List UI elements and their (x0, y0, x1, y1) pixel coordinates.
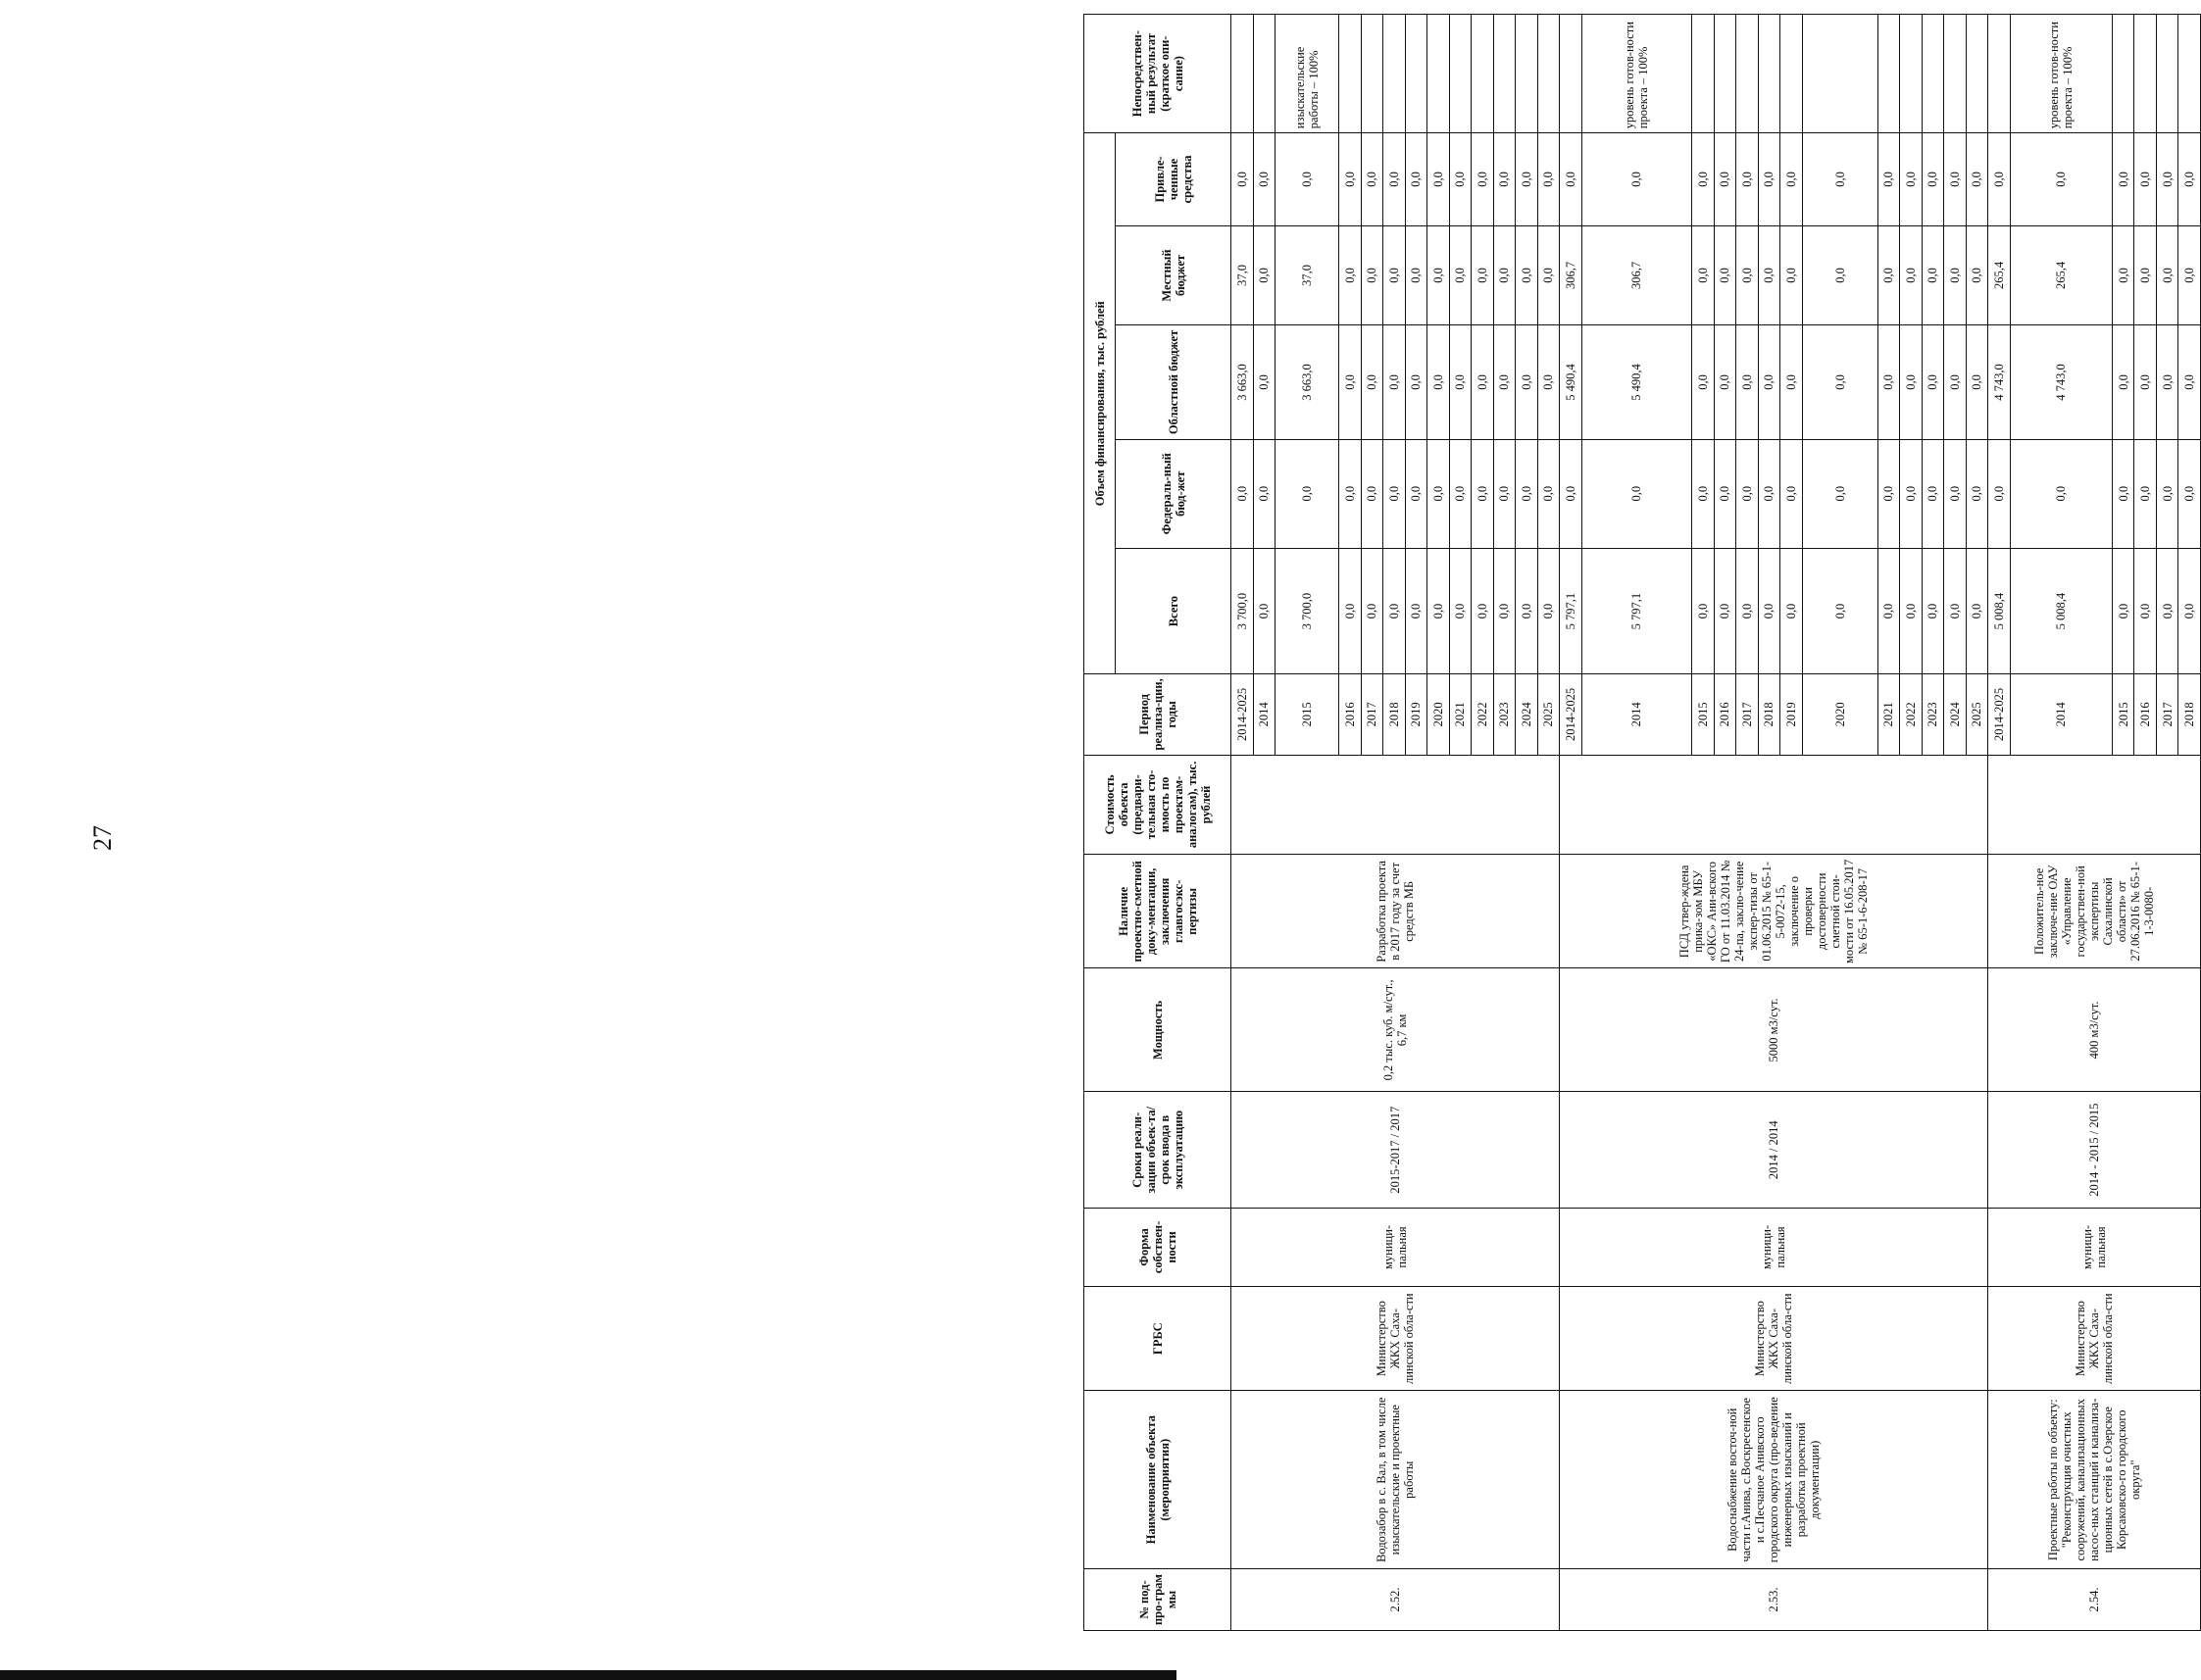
regional-cell: 0,0 (2178, 325, 2201, 439)
federal-cell: 0,0 (1922, 439, 1944, 548)
attracted-cell: 0,0 (1276, 133, 1339, 225)
federal-cell: 0,0 (1802, 439, 1877, 548)
result-cell (1944, 15, 1967, 133)
attracted-cell: 0,0 (1581, 133, 1692, 225)
period-cell: 2014 (2010, 674, 2112, 755)
attracted-cell: 0,0 (1339, 133, 1362, 225)
result-cell (1922, 15, 1944, 133)
local-cell: 0,0 (1692, 225, 1715, 325)
project-ownership: муници-пальная (1231, 1209, 1560, 1287)
project-ownership: муници-пальная (1988, 1209, 2201, 1287)
period-cell: 2021 (1449, 674, 1472, 755)
local-cell: 265,4 (2010, 225, 2112, 325)
period-cell: 2017 (1361, 674, 1383, 755)
period-cell: 2016 (1714, 674, 1736, 755)
local-cell: 0,0 (1714, 225, 1736, 325)
header-attracted: Привле-ченные средства (1116, 133, 1231, 225)
result-cell (1900, 15, 1923, 133)
attracted-cell: 0,0 (1922, 133, 1944, 225)
header-regional: Областной бюджет (1116, 325, 1231, 439)
total-cell: 0,0 (1405, 548, 1427, 673)
project-cost (1560, 755, 1988, 855)
project-name: Проектные работы по объекту: "Реконструкция очистных сооружений, канализационных насос-ных станций и канализа-ционных сетей в с.Озерское Корсаковско-го городского округа" (1988, 1391, 2201, 1569)
result-cell (1560, 15, 1582, 133)
period-cell: 2014-2025 (1231, 674, 1254, 755)
local-cell: 0,0 (1758, 225, 1780, 325)
regional-cell: 0,0 (1383, 325, 1406, 439)
local-cell: 0,0 (1339, 225, 1362, 325)
regional-cell: 0,0 (1758, 325, 1780, 439)
total-cell: 0,0 (1493, 548, 1516, 673)
federal-cell: 0,0 (1405, 439, 1427, 548)
result-cell (1537, 15, 1560, 133)
result-cell (2134, 15, 2157, 133)
period-cell: 2025 (1537, 674, 1560, 755)
total-cell: 0,0 (1516, 548, 1538, 673)
regional-cell: 0,0 (1692, 325, 1715, 439)
total-cell: 0,0 (1780, 548, 1803, 673)
total-cell: 0,0 (1877, 548, 1900, 673)
period-cell: 2016 (1339, 674, 1362, 755)
project-number: 2.54. (1988, 1569, 2201, 1631)
result-cell (1339, 15, 1362, 133)
period-cell: 2014-2025 (1988, 674, 2011, 755)
attracted-cell: 0,0 (1877, 133, 1900, 225)
federal-cell: 0,0 (1900, 439, 1923, 548)
project-docs: Разработка проекта в 2017 году за счет средств МБ (1231, 855, 1560, 968)
project-cost (1231, 755, 1560, 855)
period-cell: 2022 (1472, 674, 1494, 755)
federal-cell: 0,0 (1253, 439, 1276, 548)
project-number: 2.53. (1560, 1569, 1988, 1631)
table-row (1988, 15, 2011, 1631)
project-docs: ПСД утвер-ждена прика-зом МБУ «ОКС» Ани-вского ГО от 11.03.2014 № 24-па, заклю-чение экспер-тизы от 01.06.2015 № 65-1-5-0072-15, заключение о проверки достоверности сметной стои-мости от 16.05.2017 № 65-1-6-208-17 (1560, 855, 1988, 968)
period-cell: 2024 (1516, 674, 1538, 755)
header-name: Наименование объекта (мероприятия) (1084, 1391, 1231, 1569)
attracted-cell: 0,0 (1383, 133, 1406, 225)
attracted-cell: 0,0 (1516, 133, 1538, 225)
rotated-page (1083, 14, 2201, 1631)
federal-cell: 0,0 (1966, 439, 1988, 548)
period-cell: 2017 (2156, 674, 2178, 755)
local-cell: 0,0 (1736, 225, 1759, 325)
local-cell: 0,0 (2134, 225, 2157, 325)
local-cell: 0,0 (1877, 225, 1900, 325)
total-cell: 0,0 (1922, 548, 1944, 673)
federal-cell: 0,0 (1449, 439, 1472, 548)
federal-cell: 0,0 (1944, 439, 1967, 548)
federal-cell: 0,0 (1493, 439, 1516, 548)
local-cell: 0,0 (1966, 225, 1988, 325)
regional-cell: 0,0 (1339, 325, 1362, 439)
header-federal: Федераль-ный бюд-жет (1116, 439, 1231, 548)
total-cell: 0,0 (1758, 548, 1780, 673)
total-cell: 0,0 (1692, 548, 1715, 673)
federal-cell: 0,0 (1427, 439, 1450, 548)
regional-cell: 0,0 (1780, 325, 1803, 439)
total-cell: 0,0 (1736, 548, 1759, 673)
result-cell (1877, 15, 1900, 133)
project-terms: 2014 - 2015 / 2015 (1988, 1092, 2201, 1209)
regional-cell: 0,0 (1922, 325, 1944, 439)
attracted-cell: 0,0 (1253, 133, 1276, 225)
attracted-cell: 0,0 (1405, 133, 1427, 225)
federal-cell: 0,0 (1472, 439, 1494, 548)
attracted-cell: 0,0 (2178, 133, 2201, 225)
attracted-cell: 0,0 (2112, 133, 2134, 225)
federal-cell: 0,0 (1692, 439, 1715, 548)
local-cell: 0,0 (1900, 225, 1923, 325)
local-cell: 0,0 (1449, 225, 1472, 325)
project-grbs: Министерство ЖКХ Саха-линской обла-сти (1231, 1286, 1560, 1391)
total-cell: 5 797,1 (1560, 548, 1582, 673)
period-cell: 2018 (2178, 674, 2201, 755)
total-cell: 5 008,4 (2010, 548, 2112, 673)
result-cell (1253, 15, 1276, 133)
total-cell: 5 797,1 (1581, 548, 1692, 673)
total-cell: 0,0 (1427, 548, 1450, 673)
attracted-cell: 0,0 (2134, 133, 2157, 225)
attracted-cell: 0,0 (1472, 133, 1494, 225)
attracted-cell: 0,0 (1560, 133, 1582, 225)
federal-cell: 0,0 (1988, 439, 2011, 548)
period-cell: 2019 (1405, 674, 1427, 755)
total-cell: 0,0 (1253, 548, 1276, 673)
total-cell: 0,0 (1802, 548, 1877, 673)
total-cell: 0,0 (1966, 548, 1988, 673)
table-body (1231, 15, 2201, 1631)
period-cell: 2017 (1736, 674, 1759, 755)
local-cell: 0,0 (2178, 225, 2201, 325)
period-cell: 2014 (1253, 674, 1276, 755)
local-cell: 0,0 (1405, 225, 1427, 325)
project-terms: 2014 / 2014 (1560, 1092, 1988, 1209)
project-terms: 2015-2017 / 2017 (1231, 1092, 1560, 1209)
project-docs: Положитель-ное заключе-ние ОАУ «Управление государствен-ной экспертизы Сахалинской области» от 27.06.2016 № 65-1-1-3-0080- (1988, 855, 2201, 968)
attracted-cell: 0,0 (1493, 133, 1516, 225)
period-cell: 2018 (1758, 674, 1780, 755)
attracted-cell: 0,0 (2010, 133, 2112, 225)
regional-cell: 4 743,0 (1988, 325, 2011, 439)
federal-cell: 0,0 (1516, 439, 1538, 548)
result-cell (1780, 15, 1803, 133)
table-row (1231, 15, 1254, 1631)
federal-cell: 0,0 (1276, 439, 1339, 548)
attracted-cell: 0,0 (1736, 133, 1759, 225)
regional-cell: 0,0 (2112, 325, 2134, 439)
period-cell: 2015 (1276, 674, 1339, 755)
period-cell: 2022 (1900, 674, 1923, 755)
result-cell (1966, 15, 1988, 133)
header-terms: Сроки реали-зации объек-та/срок ввода в эксплуатацию (1084, 1092, 1231, 1209)
result-cell (2156, 15, 2178, 133)
local-cell: 0,0 (2112, 225, 2134, 325)
scan-edge (0, 1670, 1176, 1680)
federal-cell: 0,0 (1581, 439, 1692, 548)
local-cell: 0,0 (1516, 225, 1538, 325)
header-row-1 (1084, 15, 1116, 1631)
header-capacity: Мощность (1084, 968, 1231, 1092)
local-cell: 0,0 (1253, 225, 1276, 325)
result-cell (1988, 15, 2011, 133)
regional-cell: 0,0 (1714, 325, 1736, 439)
period-cell: 2020 (1427, 674, 1450, 755)
local-cell: 37,0 (1276, 225, 1339, 325)
attracted-cell: 0,0 (1966, 133, 1988, 225)
result-cell (1231, 15, 1254, 133)
attracted-cell: 0,0 (1537, 133, 1560, 225)
attracted-cell: 0,0 (1231, 133, 1254, 225)
regional-cell: 0,0 (1877, 325, 1900, 439)
attracted-cell: 0,0 (1361, 133, 1383, 225)
regional-cell: 0,0 (1472, 325, 1494, 439)
project-number: 2.52. (1231, 1569, 1560, 1631)
project-name: Водозабор в с. Вал, в том числе изыскательские и проектные работы (1231, 1391, 1560, 1569)
header-docs: Наличие проектно-сметной доку-ментации, заключения главгосэкс-пертизы (1084, 855, 1231, 968)
attracted-cell: 0,0 (1449, 133, 1472, 225)
header-funding-group: Объем финансирования, тыс. рублей (1084, 133, 1116, 674)
regional-cell: 0,0 (1361, 325, 1383, 439)
result-cell (2112, 15, 2134, 133)
federal-cell: 0,0 (1537, 439, 1560, 548)
federal-cell: 0,0 (2112, 439, 2134, 548)
total-cell: 0,0 (1472, 548, 1494, 673)
project-grbs: Министерство ЖКХ Саха-линской обла-сти (1988, 1286, 2201, 1391)
total-cell: 0,0 (1900, 548, 1923, 673)
total-cell: 0,0 (1383, 548, 1406, 673)
result-cell (1516, 15, 1538, 133)
regional-cell: 0,0 (1966, 325, 1988, 439)
header-grbs: ГРБС (1084, 1286, 1231, 1391)
local-cell: 0,0 (2156, 225, 2178, 325)
table-row (1560, 15, 1582, 1631)
federal-cell: 0,0 (1560, 439, 1582, 548)
attracted-cell: 0,0 (1802, 133, 1877, 225)
regional-cell: 5 490,4 (1581, 325, 1692, 439)
total-cell: 0,0 (1944, 548, 1967, 673)
attracted-cell: 0,0 (1692, 133, 1715, 225)
regional-cell: 0,0 (2156, 325, 2178, 439)
attracted-cell: 0,0 (2156, 133, 2178, 225)
result-cell (2178, 15, 2201, 133)
federal-cell: 0,0 (1758, 439, 1780, 548)
regional-cell: 0,0 (1736, 325, 1759, 439)
attracted-cell: 0,0 (1427, 133, 1450, 225)
regional-cell: 0,0 (1405, 325, 1427, 439)
attracted-cell: 0,0 (1780, 133, 1803, 225)
total-cell: 0,0 (1339, 548, 1362, 673)
period-cell: 2025 (1966, 674, 1988, 755)
federal-cell: 0,0 (1780, 439, 1803, 548)
local-cell: 0,0 (1780, 225, 1803, 325)
attracted-cell: 0,0 (1758, 133, 1780, 225)
federal-cell: 0,0 (2178, 439, 2201, 548)
result-cell (1427, 15, 1450, 133)
result-cell: уровень готов-ности проекта – 100% (1581, 15, 1692, 133)
regional-cell: 3 663,0 (1231, 325, 1254, 439)
total-cell: 3 700,0 (1276, 548, 1339, 673)
period-cell: 2024 (1944, 674, 1967, 755)
result-cell (1472, 15, 1494, 133)
local-cell: 37,0 (1231, 225, 1254, 325)
project-capacity: 400 м3/сут. (1988, 968, 2201, 1092)
total-cell: 0,0 (1449, 548, 1472, 673)
result-cell (1493, 15, 1516, 133)
local-cell: 0,0 (1383, 225, 1406, 325)
regional-cell: 4 743,0 (2010, 325, 2112, 439)
local-cell: 0,0 (1427, 225, 1450, 325)
result-cell: уровень готов-ности проекта – 100% (2010, 15, 2112, 133)
regional-cell: 0,0 (1516, 325, 1538, 439)
local-cell: 306,7 (1560, 225, 1582, 325)
federal-cell: 0,0 (1231, 439, 1254, 548)
regional-cell: 0,0 (1537, 325, 1560, 439)
header-num: № под-про-грам мы (1084, 1569, 1231, 1631)
period-cell: 2019 (1780, 674, 1803, 755)
total-cell: 0,0 (2178, 548, 2201, 673)
funding-table (1083, 14, 2201, 1631)
project-grbs: Министерство ЖКХ Саха-линской обла-сти (1560, 1286, 1988, 1391)
total-cell: 5 008,4 (1988, 548, 2011, 673)
federal-cell: 0,0 (2010, 439, 2112, 548)
local-cell: 0,0 (1361, 225, 1383, 325)
regional-cell: 0,0 (2134, 325, 2157, 439)
total-cell: 0,0 (1714, 548, 1736, 673)
page-number: 27 (88, 825, 117, 851)
attracted-cell: 0,0 (1988, 133, 2011, 225)
federal-cell: 0,0 (1361, 439, 1383, 548)
local-cell: 265,4 (1988, 225, 2011, 325)
local-cell: 0,0 (1802, 225, 1877, 325)
federal-cell: 0,0 (1383, 439, 1406, 548)
regional-cell: 0,0 (1900, 325, 1923, 439)
period-cell: 2023 (1493, 674, 1516, 755)
project-capacity: 0,2 тыс. куб. м/сут., 6,7 км (1231, 968, 1560, 1092)
header-result: Непосредствен-ный результат (краткое опи-сание) (1084, 15, 1231, 133)
period-cell: 2014 (1581, 674, 1692, 755)
local-cell: 0,0 (1944, 225, 1967, 325)
project-name: Водоснабжение восточ-ной части г.Анива, с.Воскресенское и с.Песчаное Анивского городского округа (про-ведение инженерных изысканий и разработка проектной документации) (1560, 1391, 1988, 1569)
project-capacity: 5000 м3/сут. (1560, 968, 1988, 1092)
result-cell (1758, 15, 1780, 133)
period-cell: 2015 (2112, 674, 2134, 755)
regional-cell: 0,0 (1427, 325, 1450, 439)
result-cell (1449, 15, 1472, 133)
regional-cell: 0,0 (1944, 325, 1967, 439)
attracted-cell: 0,0 (1944, 133, 1967, 225)
period-cell: 2018 (1383, 674, 1406, 755)
period-cell: 2015 (1692, 674, 1715, 755)
result-cell (1802, 15, 1877, 133)
local-cell: 0,0 (1537, 225, 1560, 325)
result-cell: изыскательские работы – 100% (1276, 15, 1339, 133)
regional-cell: 3 663,0 (1276, 325, 1339, 439)
period-cell: 2020 (1802, 674, 1877, 755)
regional-cell: 0,0 (1253, 325, 1276, 439)
result-cell (1361, 15, 1383, 133)
period-cell: 2014-2025 (1560, 674, 1582, 755)
period-cell: 2023 (1922, 674, 1944, 755)
federal-cell: 0,0 (2134, 439, 2157, 548)
local-cell: 306,7 (1581, 225, 1692, 325)
result-cell (1383, 15, 1406, 133)
total-cell: 0,0 (1537, 548, 1560, 673)
period-cell: 2021 (1877, 674, 1900, 755)
header-period: Период реализа-ции, годы (1084, 674, 1231, 755)
attracted-cell: 0,0 (1714, 133, 1736, 225)
total-cell: 0,0 (2134, 548, 2157, 673)
regional-cell: 0,0 (1802, 325, 1877, 439)
federal-cell: 0,0 (1714, 439, 1736, 548)
result-cell (1405, 15, 1427, 133)
project-ownership: муници-пальная (1560, 1209, 1988, 1287)
federal-cell: 0,0 (1339, 439, 1362, 548)
total-cell: 0,0 (2112, 548, 2134, 673)
header-cost: Стоимость объекта (предвари-тельная сто-имость по проектам-аналогам), тыс. рублей (1084, 755, 1231, 855)
local-cell: 0,0 (1493, 225, 1516, 325)
result-cell (1736, 15, 1759, 133)
total-cell: 0,0 (2156, 548, 2178, 673)
regional-cell: 5 490,4 (1560, 325, 1582, 439)
federal-cell: 0,0 (1736, 439, 1759, 548)
header-local: Местный бюджет (1116, 225, 1231, 325)
header-ownership: Форма собствен-ности (1084, 1209, 1231, 1287)
regional-cell: 0,0 (1493, 325, 1516, 439)
project-cost (1988, 755, 2201, 855)
regional-cell: 0,0 (1449, 325, 1472, 439)
local-cell: 0,0 (1922, 225, 1944, 325)
federal-cell: 0,0 (2156, 439, 2178, 548)
local-cell: 0,0 (1472, 225, 1494, 325)
result-cell (1714, 15, 1736, 133)
federal-cell: 0,0 (1877, 439, 1900, 548)
period-cell: 2016 (2134, 674, 2157, 755)
header-total: Всего (1116, 548, 1231, 673)
result-cell (1692, 15, 1715, 133)
total-cell: 0,0 (1361, 548, 1383, 673)
total-cell: 3 700,0 (1231, 548, 1254, 673)
attracted-cell: 0,0 (1900, 133, 1923, 225)
